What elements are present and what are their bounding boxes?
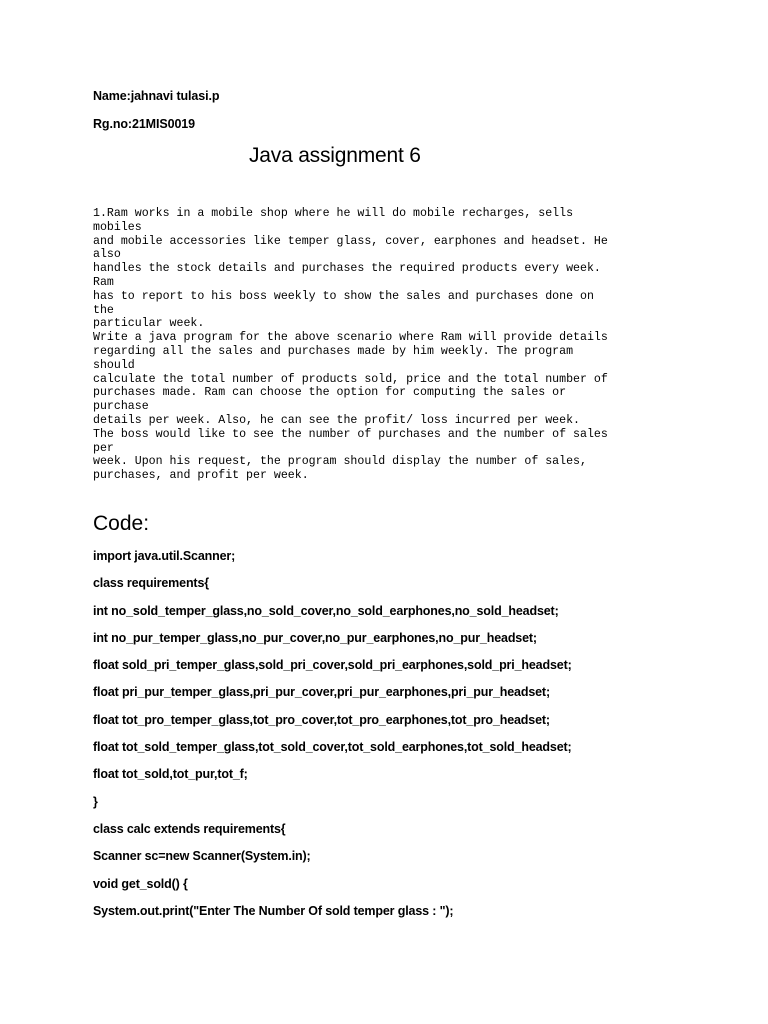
code-line: float tot_pro_temper_glass,tot_pro_cover,tot_pro_earphones,tot_pro_headset; [93,712,550,727]
question-line: calculate the total number of products sold, price and the total number of [93,372,608,386]
question-line: The boss would like to see the number of purchases and the number of sales [93,427,608,441]
registration-number: Rg.no:21MIS0019 [93,117,196,131]
question-line: purchases made. Ram can choose the option for computing the sales or [93,386,567,400]
code-line: class requirements{ [93,576,209,591]
student-name: Name:jahnavi tulasi.p [93,89,220,103]
question-line: has to report to his boss weekly to show the sales and purchases done on [93,289,594,303]
question-line: also [93,248,121,262]
code-listing [93,548,733,930]
code-line: float tot_sold,tot_pur,tot_f; [93,767,248,782]
code-line: System.out.print("Enter The Number Of sold temper glass : "); [93,903,454,918]
question-line: details per week. Also, he can see the profit/ loss incurred per week. [93,413,581,427]
code-line: float sold_pri_temper_glass,sold_pri_cover,sold_pri_earphones,sold_pri_headset; [93,658,572,673]
question-line: purchases, and profit per week. [93,469,309,483]
code-line: float pri_pur_temper_glass,pri_pur_cover,pri_pur_earphones,pri_pur_headset; [93,685,550,700]
code-line: class calc extends requirements{ [93,821,286,836]
code-line: } [93,794,98,809]
question-line: Ram [93,275,114,289]
question-line: week. Upon his request, the program should display the number of sales, [93,455,587,469]
code-line: float tot_sold_temper_glass,tot_sold_cover,tot_sold_earphones,tot_sold_headset; [93,740,572,755]
question-line: regarding all the sales and purchases made by him weekly. The program [93,344,574,358]
question-line: the [93,303,114,317]
code-heading: Code: [93,512,150,535]
question-line: purchase [93,400,149,414]
code-line: int no_sold_temper_glass,no_sold_cover,no_sold_earphones,no_sold_headset; [93,603,559,618]
document-title: Java assignment 6 [249,144,421,167]
code-line: import java.util.Scanner; [93,549,236,563]
question-line: per [93,441,114,455]
question-line: should [93,358,135,372]
code-line: void get_sold() { [93,876,188,891]
code-line: int no_pur_temper_glass,no_pur_cover,no_pur_earphones,no_pur_headset; [93,630,537,645]
question-line: Write a java program for the above scenario where Ram will provide details [93,331,608,345]
question-line: mobiles [93,220,142,234]
question-line: handles the stock details and purchases the required products every week. [93,262,601,276]
question-line: and mobile accessories like temper glass, cover, earphones and headset. He [93,234,608,248]
question-text [93,207,673,483]
code-line: Scanner sc=new Scanner(System.in); [93,849,311,864]
question-line: 1.Ram works in a mobile shop where he will do mobile recharges, sells [93,207,574,220]
question-line: particular week. [93,317,205,331]
